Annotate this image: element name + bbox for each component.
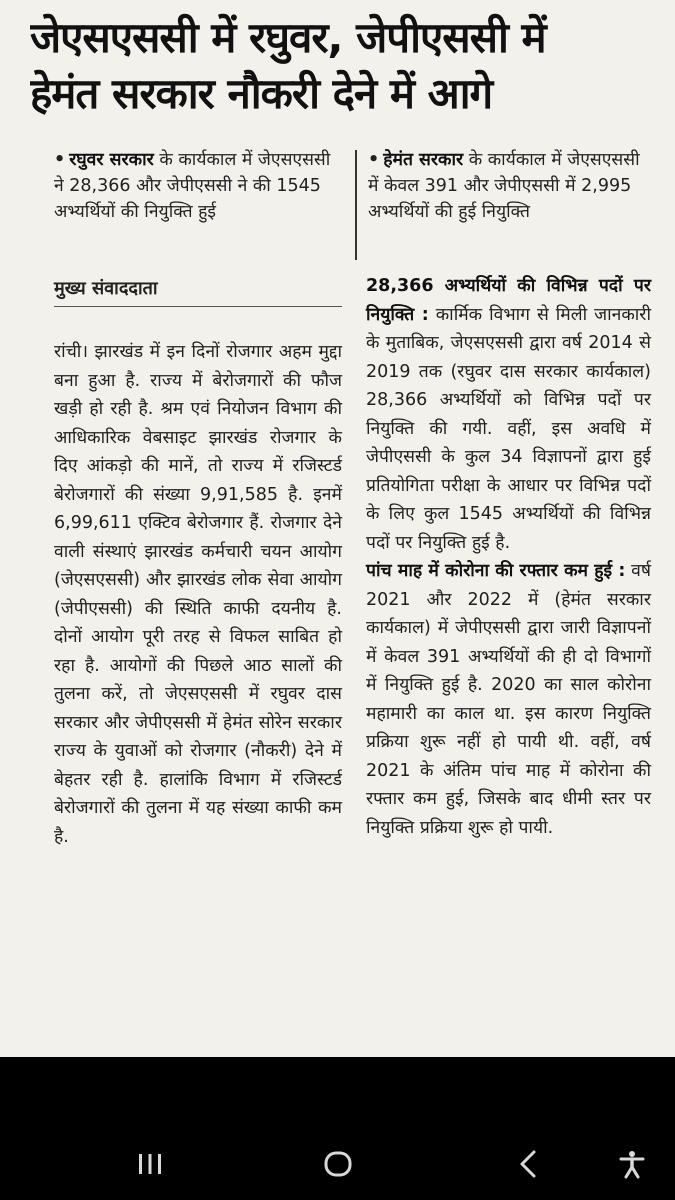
summary-right-text: के कार्यकाल में जेएसएससी में केवल 391 और जेपीएससी में 2,995 अभ्यर्थियों की हुई नियुक्ति <box>368 150 640 222</box>
android-navigation-bar <box>0 1120 675 1200</box>
right-para-2-text: वर्ष 2021 और 2022 में (हेमंत सरकार कार्यकाल) में जेपीएससी द्वारा जारी विज्ञापनों में केवल 391 अभ्यर्थियों की ही दो विभागों में नियुक्ति हुई है. 2020 का साल कोरोना महामारी का काल था. इस कारण नियुक्ति प्रक्रिया शुरू नहीं हो पायी थी. वहीं, वर्ष 2021 के अंतिम पांच माह में कोरोना की रफ्तार कम हुई, जिसके बाद धीमी स्तर पर नियुक्ति प्रक्रिया शुरू हो पायी. <box>366 561 651 838</box>
summary-left-bullet: • <box>54 150 66 170</box>
summary-left-text: के कार्यकाल में जेएसएससी ने 28,366 और जेपीएससी ने की 1545 अभ्यर्थियों की नियुक्ति हुई <box>54 150 331 222</box>
summary-right <box>368 147 648 225</box>
summary-left <box>54 147 344 225</box>
back-icon <box>516 1149 540 1179</box>
headline-line-2: हेमंत सरकार नौकरी देने में आगे <box>30 69 493 118</box>
home-button[interactable] <box>316 1142 360 1186</box>
back-button[interactable] <box>506 1142 550 1186</box>
summary-divider <box>355 150 357 260</box>
left-column <box>54 338 342 851</box>
summary-right-bullet: • <box>368 150 380 170</box>
summary-left-lead: रघुवर सरकार <box>69 150 154 170</box>
right-subhead-2: पांच माह में कोरोना की रफ्तार कम हुई : <box>366 561 626 581</box>
headline-line-1: जेएसएससी में रघुवर, जेपीएससी में <box>30 13 546 62</box>
accessibility-icon <box>617 1149 647 1179</box>
right-column-paragraph-1 <box>366 272 651 557</box>
recent-apps-button[interactable] <box>128 1142 172 1186</box>
recent-apps-icon <box>135 1152 165 1176</box>
byline-rule-bottom <box>54 306 342 307</box>
right-column <box>366 272 651 842</box>
accessibility-button[interactable] <box>610 1142 654 1186</box>
left-column-body: रांची। झारखंड में इन दिनों रोजगार अहम मुद्दा बना हुआ है. राज्य में बेरोजगारों की फौज खड़ी हो रही है. श्रम एवं नियोजन विभाग की आधिकारिक वेबसाइट झारखंड रोजगार के दिए आंकड़ो की मानें, तो राज्य में रजिस्टर्ड बेरोजगारों की संख्या 9,91,585 है. इनमें 6,99,611 एक्टिव बेरोजगार हैं. रोजगार देने वाली संस्थाएं झारखंड कर्मचारी चयन आयोग (जेएसएससी) और झारखंड लोक सेवा आयोग (जेपीएससी) की स्थिति काफी दयनीय है. दोनों आयोग पूरी तरह से विफल साबित हो रहा है. आयोगों की पिछले आठ सालों की तुलना करें, तो जेएसएससी में रघुवर दास सरकार और जेपीएससी में हेमंत सोरेन सरकार राज्य के युवाओं को रोजगार (नौकरी) देने में बेहतर रही है. हालांकि विभाग में रजिस्टर्ड बेरोजगारों की तुलना में यह संख्या काफी कम है. <box>54 342 342 847</box>
summary-right-lead: हेमंत सरकार <box>383 150 464 170</box>
right-subhead-1: 28,366 अभ्यर्थियों की विभिन्न पदों पर नियुक्ति : <box>366 276 651 325</box>
right-column-paragraph-2 <box>366 557 651 842</box>
home-icon <box>322 1148 354 1180</box>
headline <box>30 10 660 122</box>
byline: मुख्य संवाददाता <box>54 278 158 299</box>
right-para-1-text: कार्मिक विभाग से मिली जानकारी के मुताबिक, जेएसएससी द्वारा वर्ष 2014 से 2019 तक (रघुवर दास सरकार कार्यकाल) 28,366 अभ्यर्थियों को विभिन्न पदों पर नियुक्ति की गयी. वहीं, इस अवधि में जेपीएससी के कुल 34 विज्ञापनों द्वारा हुई प्रतियोगिता परीक्षा के आधार पर विभिन्न पदों के लिए कुल 1545 अभ्यर्थियों की विभिन्न पदों पर नियुक्ति हुई है. <box>366 304 651 553</box>
